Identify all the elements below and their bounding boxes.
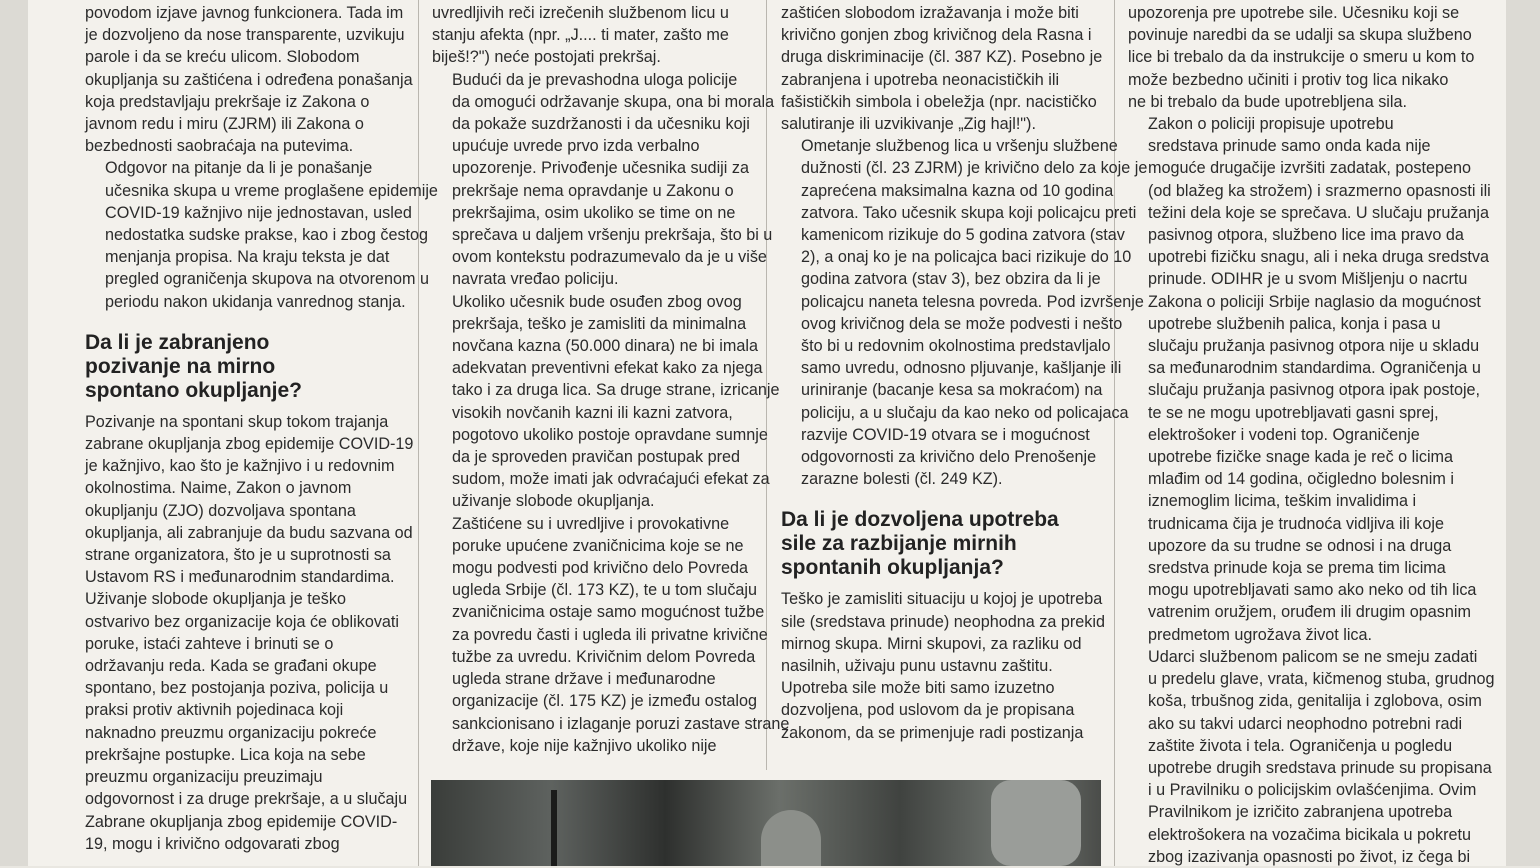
text-line: 2), a onaj ko je na policajca baci rizikuje do 10 bbox=[801, 248, 1132, 267]
text-line: sankcionisano i izlaganje poruzi zastave strane bbox=[452, 714, 790, 733]
text-line: slučaju pružanja pasivnog otpora ipak postoje, bbox=[1148, 381, 1481, 400]
text-line: spontanih okupljanja? bbox=[781, 556, 1004, 580]
paragraph bbox=[1128, 646, 1495, 868]
text-line: Ukoliko učesnik bude osuđen zbog ovog bbox=[452, 292, 742, 311]
text-line: Zaštićene su i uvredljive i provokativne bbox=[452, 514, 730, 533]
text-line: 19, mogu i krivično odgovarati zbog bbox=[85, 834, 340, 853]
photo-figure bbox=[761, 810, 821, 866]
photo-pole bbox=[551, 790, 557, 866]
text-line: samo uvredu, odnosno pljuvanje, kašljanje ili bbox=[801, 359, 1122, 378]
text-line: menjanja propisa. Na kraju teksta je dat bbox=[105, 248, 390, 267]
text-line: novčana kazna (50.000 dinara) ne bi imala bbox=[452, 337, 758, 356]
text-line: zvaničnicima ostaje samo mogućnost tužbe bbox=[452, 603, 765, 622]
column-divider bbox=[418, 0, 419, 866]
text-line: Teško je zamisliti situaciju u kojoj je upotreba bbox=[781, 590, 1103, 609]
text-line: ne bi trebalo da bude upotrebljena sila. bbox=[1128, 92, 1407, 111]
text-line: koša, trbušnog zida, genitalija i zglobova, osim bbox=[1148, 692, 1482, 711]
text-line: sile (sredstava prinude) neophodna za prekid bbox=[781, 612, 1105, 631]
text-line: što bi u redovnim okolnostima predstavljalo bbox=[801, 337, 1111, 356]
text-line: nedostatka sudske prakse, kao i zbog čestog bbox=[105, 226, 429, 245]
text-line: elektrošokera na vozačima bicikala u pokretu bbox=[1148, 825, 1472, 844]
text-line: pozivanje na mirno bbox=[85, 354, 276, 378]
text-line: dozvoljena, pod uslovom da je propisana bbox=[781, 701, 1075, 720]
text-line: Odgovor na pitanje da li je ponašanje bbox=[105, 159, 373, 178]
text-line: naknadno preuzmu organizaciju pokreće bbox=[85, 723, 377, 742]
text-line: upozore da su trudne se odnosi i na druga bbox=[1148, 536, 1452, 555]
text-line: Budući da je prevashodna uloga policije bbox=[452, 70, 738, 89]
text-line: policajcu naneta telesna povreda. Pod izvršenje bbox=[801, 292, 1144, 311]
text-line: godina zatvora (stav 3), bez obzira da li je bbox=[801, 270, 1101, 289]
text-line: Upotreba sile može biti samo izuzetno bbox=[781, 679, 1055, 698]
text-line: zarazne bolesti (čl. 249 KZ). bbox=[801, 470, 1003, 489]
text-line: COVID-19 kažnjivo nije jednostavan, usled bbox=[105, 203, 412, 222]
text-line: Zakona o policiji Srbije naglasio da mogućnost bbox=[1148, 292, 1481, 311]
page-edge-left bbox=[0, 0, 28, 866]
text-line: Uživanje slobode okupljanja je teško bbox=[85, 590, 346, 609]
paragraph bbox=[1128, 2, 1475, 113]
text-line: moguće drugačije izvršiti zadatak, postepeno bbox=[1148, 159, 1472, 178]
paragraph bbox=[85, 157, 438, 312]
text-line: Udarci službenom palicom se ne smeju zadati bbox=[1148, 647, 1478, 666]
paragraph bbox=[85, 2, 415, 157]
text-line: razvije COVID-19 otvara se i mogućnost bbox=[801, 425, 1090, 444]
text-line: periodu nakon ukidanja vanrednog stanja. bbox=[105, 292, 406, 311]
photo-emblem bbox=[991, 780, 1081, 866]
text-line: mogu podvesti pod krivično delo Povreda bbox=[452, 559, 749, 578]
text-line: zabranjena i upotreba neonacističkih ili bbox=[781, 70, 1060, 89]
text-line: sile za razbijanje mirnih bbox=[781, 532, 1017, 556]
text-line: zaštite života i tela. Ograničenja u pogledu bbox=[1148, 736, 1453, 755]
text-line: bezbednosti saobraćaja na putevima. bbox=[85, 137, 354, 156]
text-line: sredstava prinude samo onda kada nije bbox=[1148, 137, 1431, 156]
text-line: održavanju reda. Kada se građani okupe bbox=[85, 657, 377, 676]
text-line: za povredu časti i ugleda ili privatne krivične bbox=[452, 625, 768, 644]
text-line: (od blažeg ka strožem) i srazmerno opasnosti ili bbox=[1148, 181, 1491, 200]
text-line: predmetom ugrožava život lica. bbox=[1148, 625, 1373, 644]
text-line: okupljanja su zaštićena i određena ponašanja bbox=[85, 70, 413, 89]
text-line: Pozivanje na spontani skup tokom trajanja bbox=[85, 412, 389, 431]
text-line: ovog krivičnog dela se može podvesti i nešto bbox=[801, 314, 1123, 333]
text-line: upotrebe službenih palica, konja i pasa u bbox=[1148, 314, 1441, 333]
text-line: Ustavom RS i međunarodnim standardima. bbox=[85, 568, 395, 587]
text-line: mirnog skupa. Mirni skupovi, za razliku od bbox=[781, 634, 1082, 653]
text-line: slučaju pružanja pasivnog otpora nije u skladu bbox=[1148, 337, 1480, 356]
text-line: ako su takvi udarci neophodno potrebni radi bbox=[1148, 714, 1463, 733]
text-line: prekršaja, teško je zamisliti da minimalna bbox=[452, 314, 747, 333]
text-line: poruke, istaći zahteve i brinuti se o bbox=[85, 634, 334, 653]
text-line: pasivnog otpora, službeno lice ima pravo da bbox=[1148, 226, 1464, 245]
text-line: povinuje naredbi da se udalji sa skupa službeno bbox=[1128, 26, 1472, 45]
text-line: Zabrane okupljanja zbog epidemije COVID- bbox=[85, 812, 398, 831]
text-line: okupljanja, ali zabranjuje da budu sazvana od bbox=[85, 523, 413, 542]
text-line: javnom redu i miru (ZJRM) ili Zakona o bbox=[85, 115, 364, 134]
paragraph bbox=[432, 513, 790, 757]
paragraph bbox=[85, 411, 415, 855]
text-line: sprečava u daljem vršenju prekršaja, što bi u bbox=[452, 226, 773, 245]
paragraph bbox=[781, 135, 1148, 490]
text-line: učesnika skupa u vreme proglašene epidemije bbox=[105, 181, 438, 200]
text-line: da je sproveden pravičan postupak pred bbox=[452, 448, 740, 467]
text-line: je kažnjivo, kao što je kažnjivo i u redovnim bbox=[85, 457, 395, 476]
section-heading bbox=[781, 508, 1111, 580]
text-line: odgovornosti za krivično delo Prenošenje bbox=[801, 448, 1097, 467]
text-line: ovom kontekstu podrazumevalo da je u više bbox=[452, 248, 767, 267]
article-column-1 bbox=[85, 2, 438, 855]
paragraph bbox=[432, 69, 775, 291]
text-line: poruke upućene zvaničnicima koje se ne bbox=[452, 536, 744, 555]
text-line: spontano, bez postojanja poziva, policija u bbox=[85, 679, 389, 698]
text-line: policiju, a u slučaju da kao neko od policajaca bbox=[801, 403, 1129, 422]
text-line: uriniranje (bacanje kesa sa mokraćom) na bbox=[801, 381, 1103, 400]
text-line: mogu upotrebljavati samo ako neko od tih lica bbox=[1148, 581, 1477, 600]
text-line: koja predstavljaju prekršaje iz Zakona o bbox=[85, 92, 370, 111]
text-line: upotrebe drugih sredstava prinude su propisana bbox=[1148, 758, 1492, 777]
text-line: Ometanje službenog lica u vršenju službene bbox=[801, 137, 1118, 156]
article-column-2 bbox=[432, 2, 790, 757]
text-line: odgovornost i za druge prekršaje, a u slučaju bbox=[85, 790, 408, 809]
text-line: trudnicama čija je trudnoća vidljiva ili koje bbox=[1148, 514, 1445, 533]
text-line: ugleda Srbije (čl. 173 KZ), te u tom slučaju bbox=[452, 581, 758, 600]
text-line: Da li je zabranjeno bbox=[85, 330, 270, 354]
column-divider bbox=[1114, 0, 1115, 866]
text-line: upotrebe fizičke snage kada je reč o licima bbox=[1148, 448, 1454, 467]
page-edge-right bbox=[1506, 0, 1540, 866]
text-line: uživanje slobode okupljanja. bbox=[452, 492, 655, 511]
article-photo bbox=[431, 780, 1101, 866]
text-line: strane organizatora, što je u suprotnosti sa bbox=[85, 546, 391, 565]
text-line: Da li je dozvoljena upotreba bbox=[781, 508, 1059, 532]
text-line: zaprećena maksimalna kazna od 10 godina bbox=[801, 181, 1114, 200]
text-line: prekršajne postupke. Lica koja na sebe bbox=[85, 745, 366, 764]
text-line: ugleda strane države i međunarodne bbox=[452, 670, 716, 689]
text-line: tužbe za uvredu. Krivičnim delom Povreda bbox=[452, 647, 756, 666]
text-line: iznemoglim licima, teškim invalidima i bbox=[1148, 492, 1417, 511]
text-line: okupljanju (ZJO) dozvoljava spontana bbox=[85, 501, 356, 520]
text-line: tako i za druga lica. Sa druge strane, izricanje bbox=[452, 381, 780, 400]
text-line: mlađim od 14 godina, očigledno bolesnim i bbox=[1148, 470, 1454, 489]
text-line: elektrošoker i vodeni top. Ograničenje bbox=[1148, 425, 1420, 444]
text-line: Zakon o policiji propisuje upotrebu bbox=[1148, 115, 1394, 134]
text-line: može bezbedno učiniti i protiv tog lica nikako bbox=[1128, 70, 1449, 89]
text-line: države, koje nije kažnjivo ukoliko nije bbox=[452, 736, 717, 755]
text-line: da pokaže suzdržanosti i da učesniku koji bbox=[452, 115, 750, 134]
paragraph bbox=[781, 588, 1111, 743]
text-line: zakonom, da se primenjuje radi postizanja bbox=[781, 723, 1084, 742]
text-line: salutiranje ili uzvikivanje „Zig hajl!"). bbox=[781, 115, 1036, 134]
text-line: okolnostima. Naime, Zakon o javnom bbox=[85, 479, 352, 498]
text-line: parole i da se kreću ulicom. Slobodom bbox=[85, 48, 360, 67]
text-line: uvredljivih reči izrečenih službenom licu u bbox=[432, 4, 729, 22]
section-heading bbox=[85, 331, 415, 403]
text-line: spontano okupljanje? bbox=[85, 378, 303, 402]
text-line: povodom izjave javnog funkcionera. Tada im bbox=[85, 4, 404, 22]
text-line: u predelu glave, vrata, kičmenog stuba, grudnog bbox=[1148, 670, 1495, 689]
text-line: da omogući održavanje skupa, ona bi morala bbox=[452, 92, 775, 111]
text-line: upućuje uvrede prvo izda verbalno bbox=[452, 137, 700, 156]
text-line: biješ!?") neće postojati prekršaj. bbox=[432, 48, 661, 67]
text-line: kamenicom rizikuje do 5 godina zatvora (stav bbox=[801, 226, 1125, 245]
paragraph bbox=[1128, 113, 1491, 646]
text-line: zatvora. Tako učesnik skupa koji policajcu preti bbox=[801, 203, 1137, 222]
article-column-3 bbox=[781, 2, 1148, 744]
text-line: krivično gonjen zbog krivičnog dela Rasna i bbox=[781, 26, 1092, 45]
text-line: sudom, može imati jak odvraćajući efekat za bbox=[452, 470, 770, 489]
text-line: pregled ograničenja skupova na otvorenom u bbox=[105, 270, 429, 289]
text-line: adekvatan preventivni efekat kako za njega bbox=[452, 359, 763, 378]
text-line: fašističkih simbola i obeležja (npr. nacističko bbox=[781, 92, 1097, 111]
text-line: upozorenja pre upotrebe sile. Učesniku koji se bbox=[1128, 4, 1460, 22]
text-line: nasilnih, uživaju punu ustavnu zaštitu. bbox=[781, 657, 1053, 676]
text-line: prekršajima, osim ukoliko se time on ne bbox=[452, 203, 736, 222]
paragraph bbox=[781, 2, 1111, 135]
text-line: sa međunarodnim standardima. Ograničenja u bbox=[1148, 359, 1481, 378]
text-line: zbog izazivanja opasnosti po život, iz čega bi bbox=[1148, 847, 1471, 866]
text-line: te se ne mogu upotrebljavati gasni sprej, bbox=[1148, 403, 1439, 422]
text-line: preuzmu organizaciju preuzimaju bbox=[85, 768, 323, 787]
text-line: upozorenje. Privođenje učesnika sudiji za bbox=[452, 159, 749, 178]
text-line: upotrebi fizičku snagu, ali i neka druga sredstva bbox=[1148, 248, 1490, 267]
text-line: vatrenim oružjem, oruđem ili drugim opasnim bbox=[1148, 603, 1471, 622]
text-line: Pravilnikom je izričito zabranjena upotreba bbox=[1148, 803, 1453, 822]
text-line: navrata vređao policiju. bbox=[452, 270, 619, 289]
text-line: ostvarivo bez organizacije koja će oblikovati bbox=[85, 612, 400, 631]
text-line: zaštićen slobodom izražavanja i može biti bbox=[781, 4, 1079, 22]
text-line: zabrane okupljanja zbog epidemije COVID-19 bbox=[85, 435, 414, 454]
text-line: sredstva prinude koja se prema tim licima bbox=[1148, 559, 1446, 578]
article-column-4 bbox=[1128, 2, 1495, 868]
paragraph bbox=[432, 291, 780, 513]
text-line: praksi protiv aktivnih pojedinaca koji bbox=[85, 701, 344, 720]
text-line: prekršaje nema opravdanje u Zakonu o bbox=[452, 181, 734, 200]
paragraph bbox=[432, 2, 762, 69]
text-line: prinude. ODIHR je u svom Mišljenju o nacrtu bbox=[1148, 270, 1468, 289]
text-line: lice bi trebalo da da instrukcije o smeru u kom to bbox=[1128, 48, 1475, 67]
text-line: težini dela koje se sprečava. U slučaju pružanja bbox=[1148, 203, 1490, 222]
text-line: dužnosti (čl. 23 ZJRM) je krivično delo za koje je bbox=[801, 159, 1148, 178]
text-line: je dozvoljeno da nose transparente, uzvikuju bbox=[85, 26, 405, 45]
text-line: i u Pravilniku o policijskim ovlašćenjima. Ovim bbox=[1148, 781, 1477, 800]
text-line: organizacije (čl. 175 KZ) je između ostalog bbox=[452, 692, 758, 711]
text-line: visokih novčanih kazni ili kazni zatvora, bbox=[452, 403, 733, 422]
text-line: druga diskriminacije (čl. 387 KZ). Posebno je bbox=[781, 48, 1103, 67]
text-line: pogotovo ukoliko postoje opravdane sumnje bbox=[452, 425, 768, 444]
text-line: stanju afekta (npr. „J.... ti mater, zašto me bbox=[432, 26, 729, 45]
